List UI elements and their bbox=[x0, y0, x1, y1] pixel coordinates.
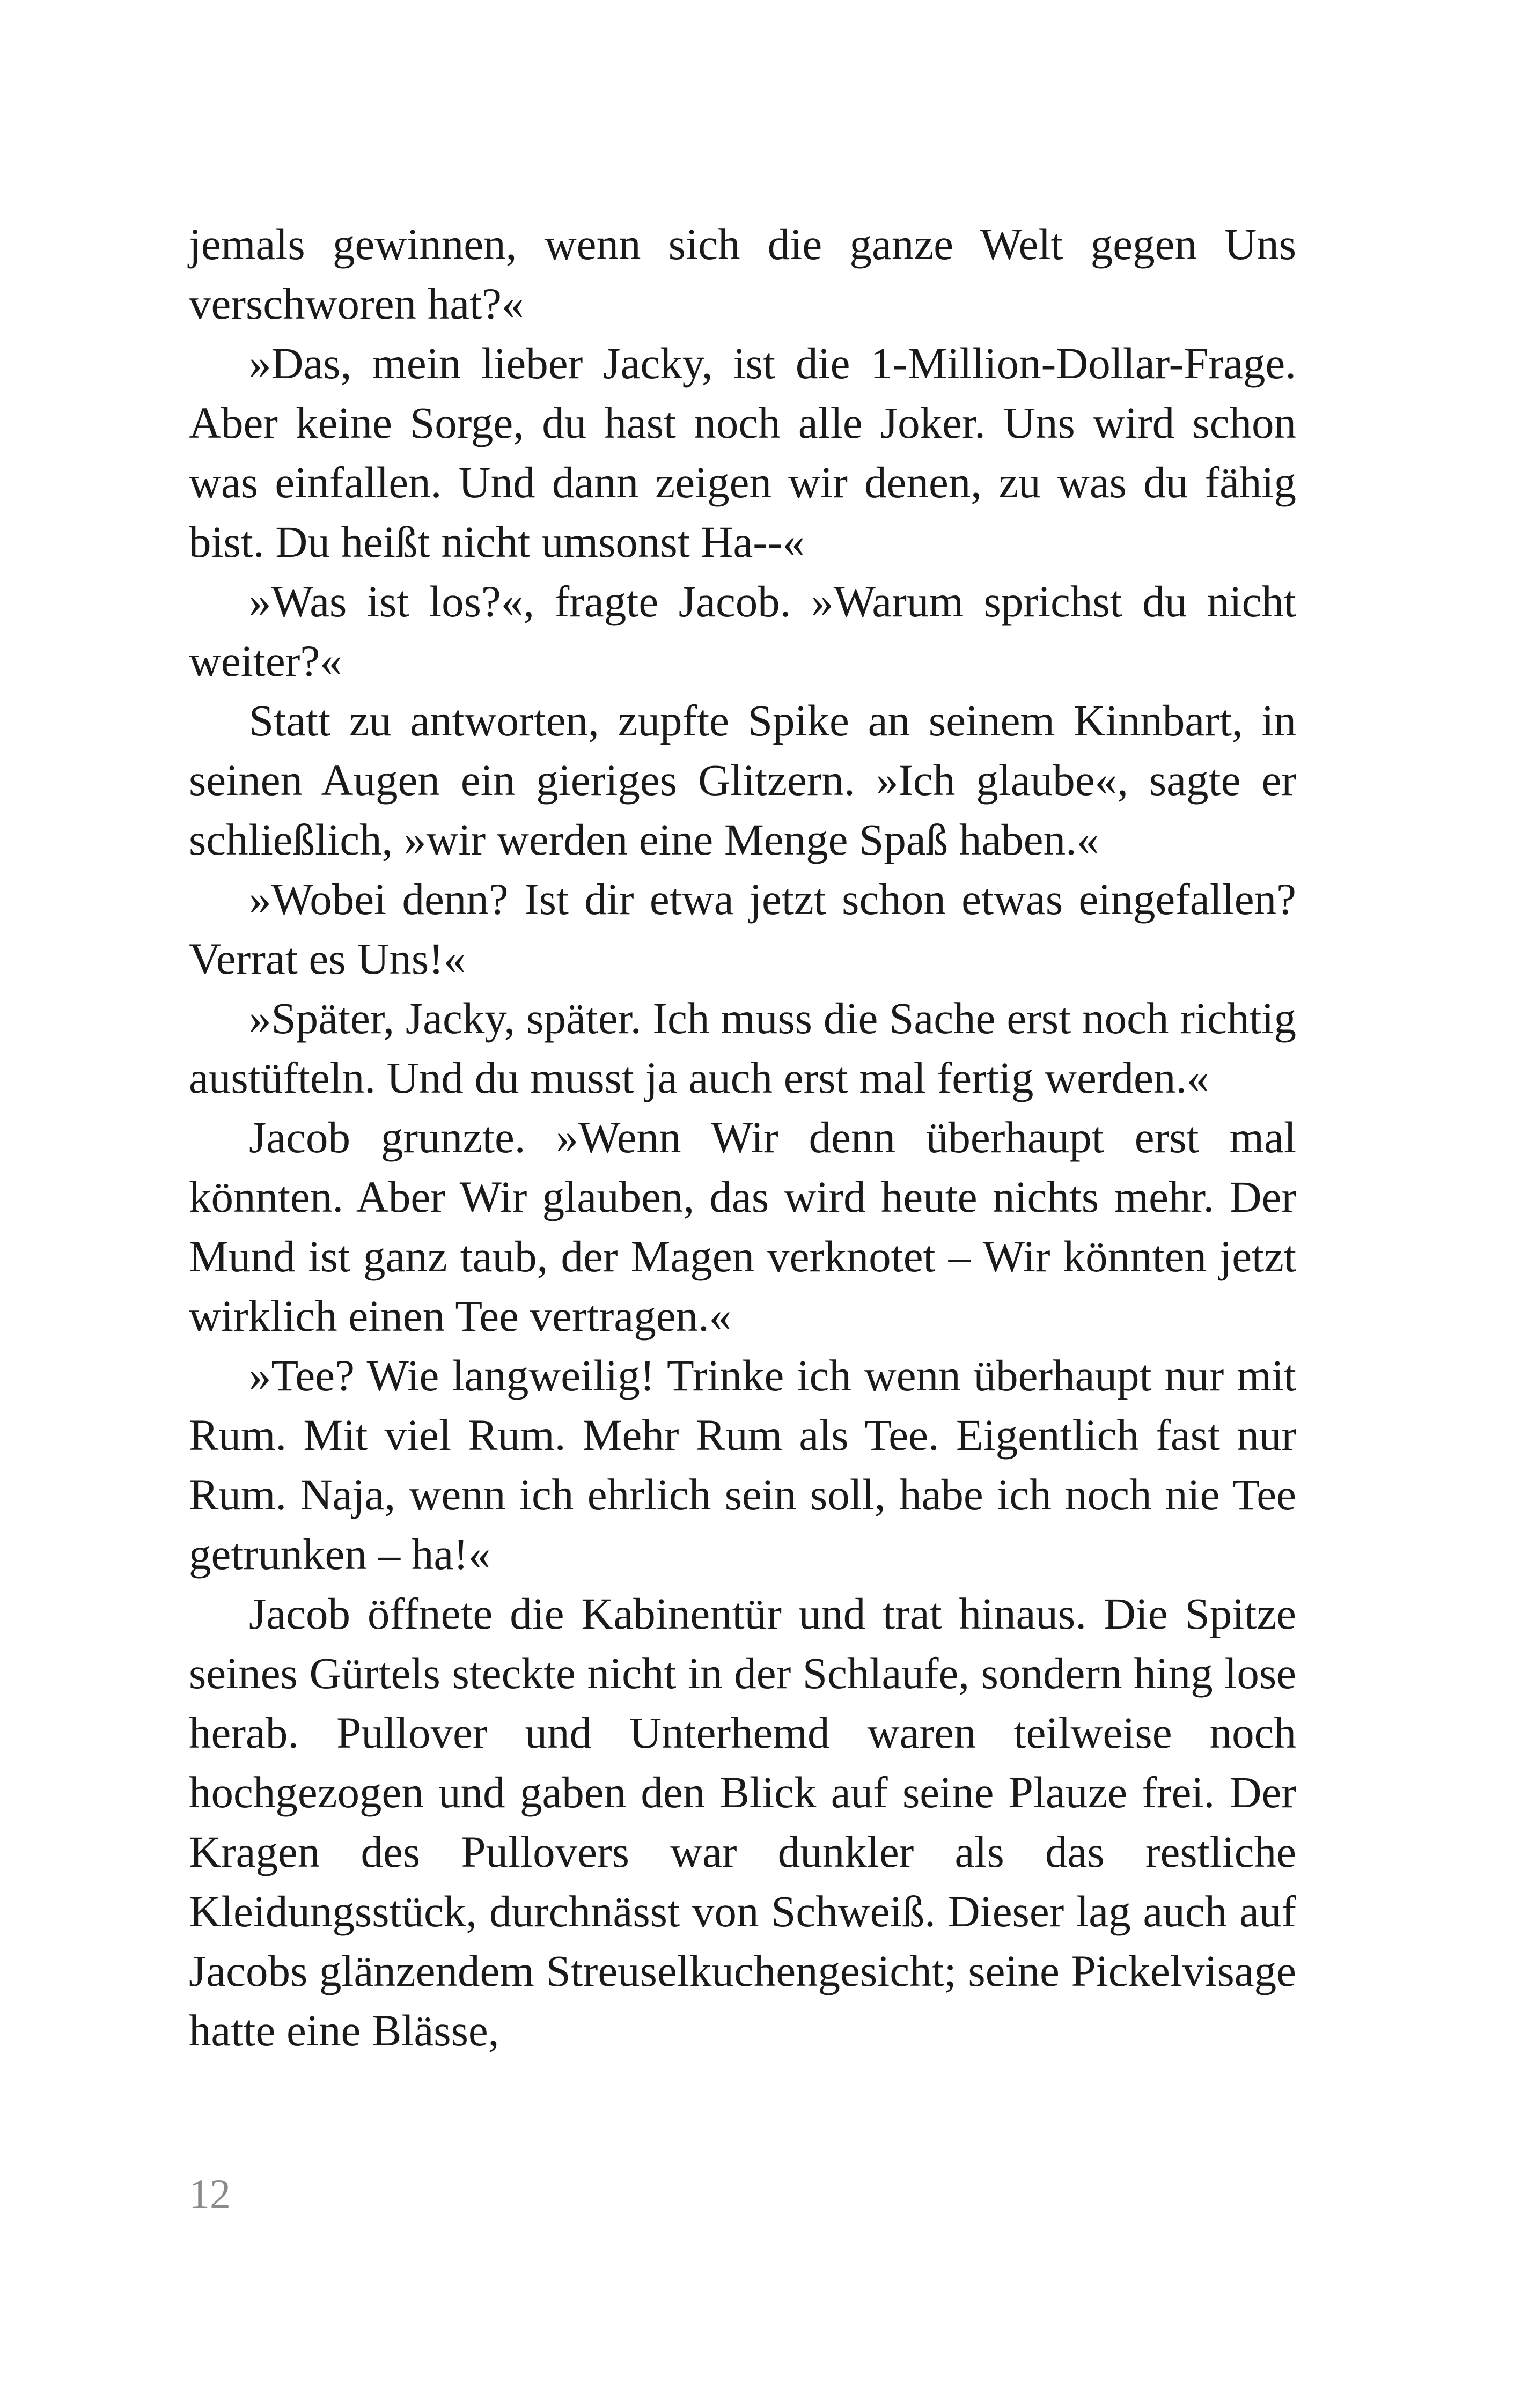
paragraph: »Was ist los?«, fragte Jacob. »Warum sprichst du nicht weiter?« bbox=[189, 577, 1296, 686]
paragraph: Jacob grunzte. »Wenn Wir denn überhaupt erst mal könnten. Aber Wir glauben, das wird heute nichts mehr. Der Mund ist ganz taub, der Magen verknotet – Wir könnten jetzt wirklich einen Tee vertragen.« bbox=[189, 1113, 1296, 1341]
paragraph: Jacob öffnete die Kabinentür und trat hinaus. Die Spitze seines Gürtels steckte nicht in der Schlaufe, sondern hing lose herab. Pullover und Unterhemd waren teilweise noch hochgezogen und gaben den Blick auf seine Plauze frei. Der Kragen des Pullovers war dunkler als das restliche Kleidungsstück, durchnässt von Schweiß. Dieser lag auch auf Jacobs glänzendem Streuselkuchengesicht; seine Pickelvisage hatte eine Blässe, bbox=[189, 1589, 1296, 2055]
body-text bbox=[189, 215, 1296, 2060]
paragraph: »Das, mein lieber Jacky, ist die 1-Million-Dollar-Frage. Aber keine Sorge, du hast noch alle Joker. Uns wird schon was einfallen. Und dann zeigen wir denen, zu was du fähig bist. Du heißt nicht umsonst Ha--« bbox=[189, 338, 1296, 566]
paragraph: jemals gewinnen, wenn sich die ganze Welt gegen Uns verschworen hat?« bbox=[189, 219, 1296, 328]
paragraph: Statt zu antworten, zupfte Spike an seinem Kinnbart, in seinen Augen ein gieriges Glitzern. »Ich glaube«, sagte er schließlich, »wir werden eine Menge Spaß haben.« bbox=[189, 696, 1296, 864]
page-number: 12 bbox=[189, 2170, 231, 2217]
paragraph: »Später, Jacky, später. Ich muss die Sache erst noch richtig austüfteln. Und du musst ja auch erst mal fertig werden.« bbox=[189, 993, 1296, 1102]
paragraph: »Tee? Wie langweilig! Trinke ich wenn überhaupt nur mit Rum. Mit viel Rum. Mehr Rum als Tee. Eigentlich fast nur Rum. Naja, wenn ich ehrlich sein soll, habe ich noch nie Tee getrunken – ha!« bbox=[189, 1351, 1296, 1579]
paragraph: »Wobei denn? Ist dir etwa jetzt schon etwas eingefallen? Verrat es Uns!« bbox=[189, 874, 1296, 983]
